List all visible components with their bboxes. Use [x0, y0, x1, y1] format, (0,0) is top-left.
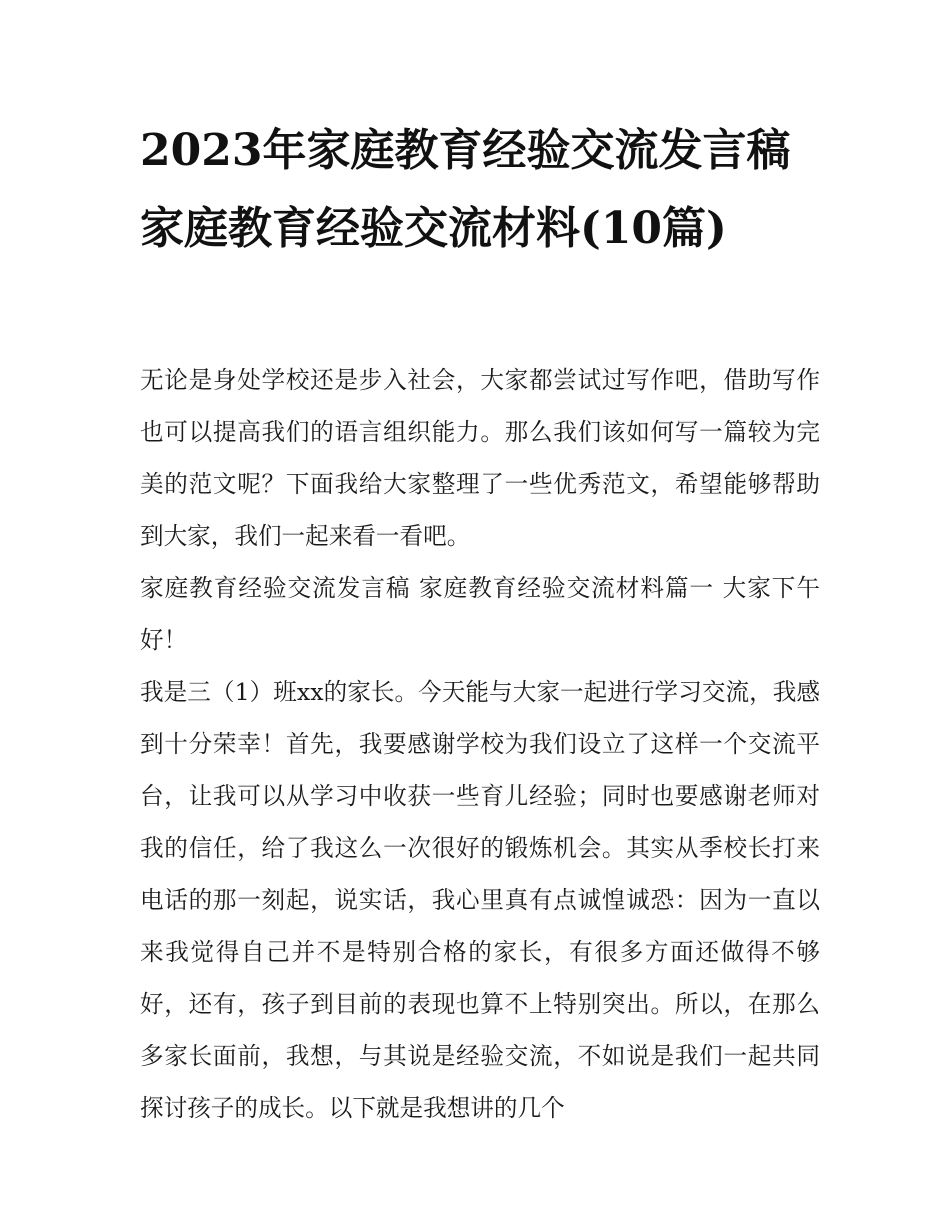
document-body	[140, 354, 820, 1134]
paragraph-intro: 无论是身处学校还是步入社会，大家都尝试过写作吧，借助写作也可以提高我们的语言组织能力。那么我们该如何写一篇较为完美的范文呢？下面我给大家整理了一些优秀范文，希望能够帮助到大家，我们一起来看一看吧。	[140, 366, 820, 550]
paragraph-greeting: 家庭教育经验交流发言稿 家庭教育经验交流材料篇一 大家下午好！	[140, 574, 820, 654]
paragraph-speech: 我是三（1）班xx的家长。今天能与大家一起进行学习交流，我感到十分荣幸！首先，我要感谢学校为我们设立了这样一个交流平台，让我可以从学习中收获一些育儿经验；同时也要感谢老师对我的信任，给了我这么一次很好的锻炼机会。其实从季校长打来电话的那一刻起，说实话，我心里真有点诚惶诚恐：因为一直以来我觉得自己并不是特别合格的家长，有很多方面还做得不够好，还有，孩子到目前的表现也算不上特别突出。所以，在那么多家长面前，我想，与其说是经验交流，不如说是我们一起共同探讨孩子的成长。以下就是我想讲的几个	[140, 678, 820, 1122]
document-title: 2023年家庭教育经验交流发言稿 家庭教育经验交流材料(10篇)	[140, 125, 791, 254]
